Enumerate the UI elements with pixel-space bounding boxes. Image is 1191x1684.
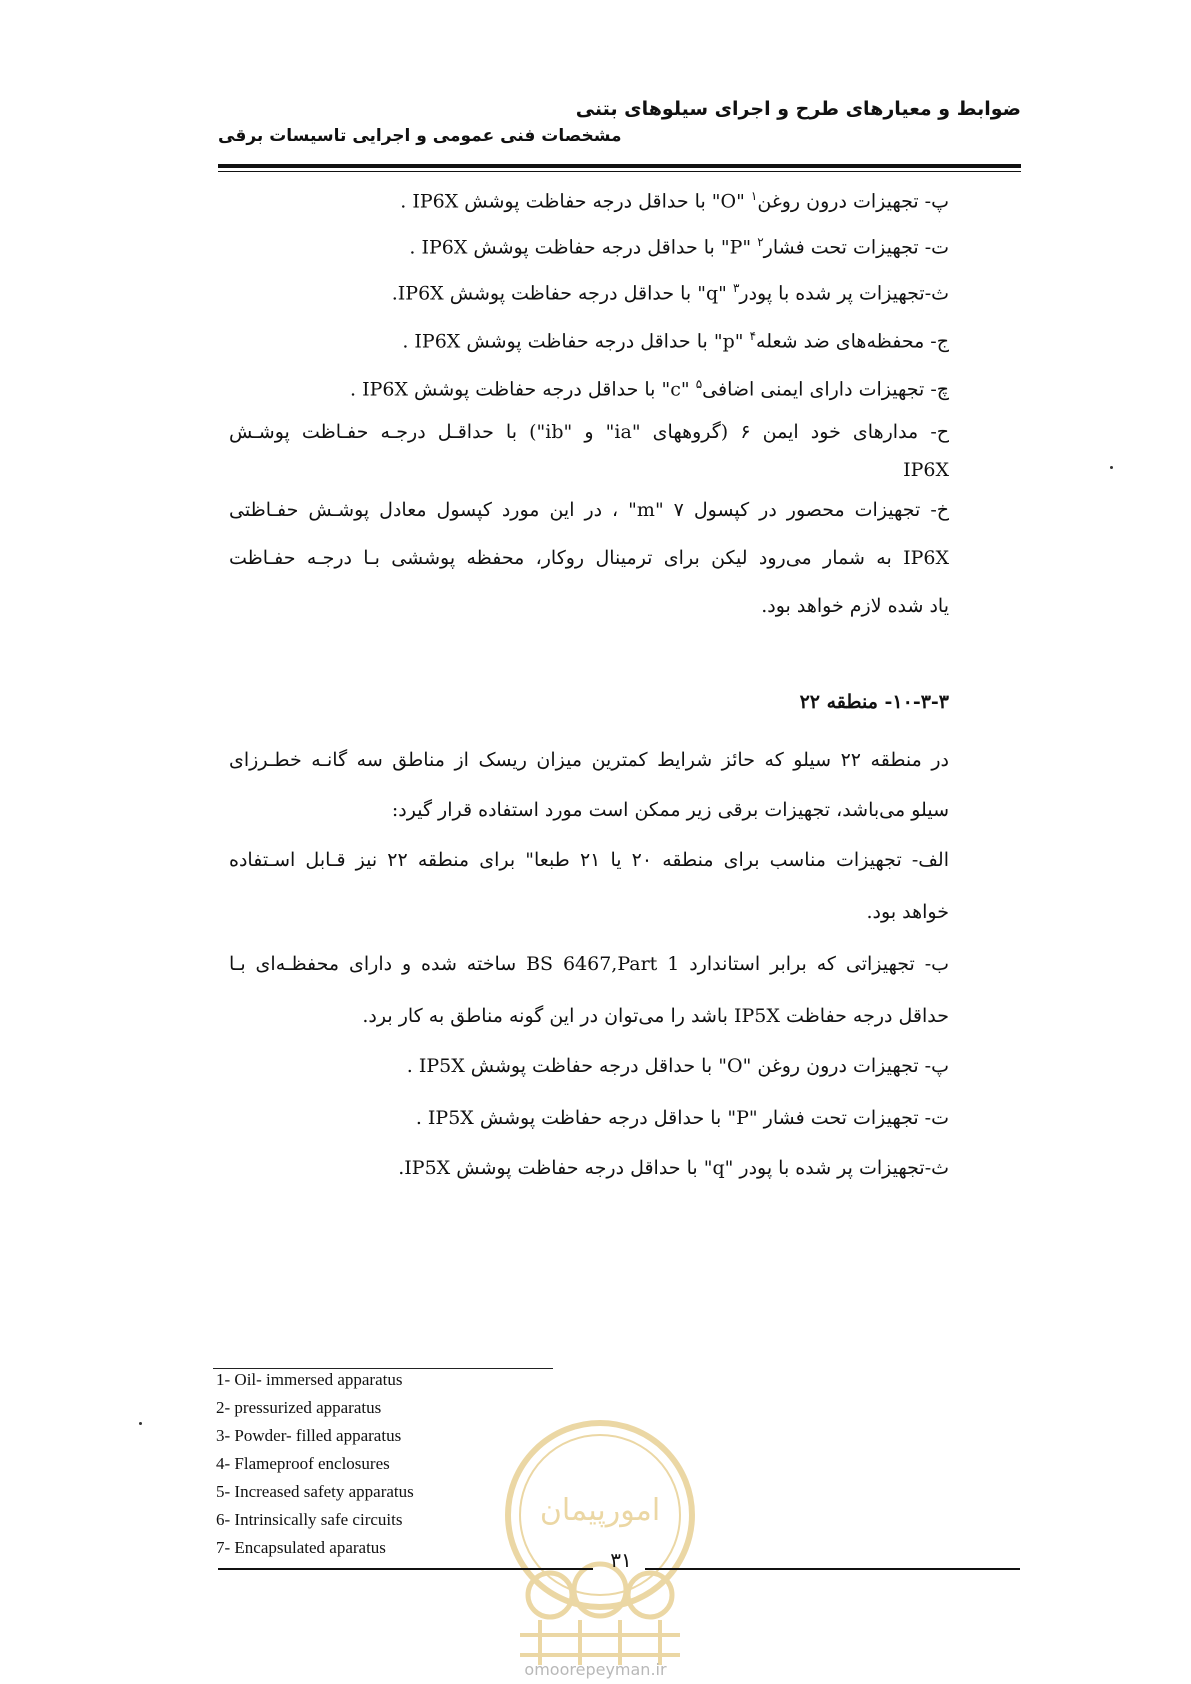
chapter-subtitle: مشخصات فنی عمومی و اجرایی تاسیسات برقی [218,126,622,146]
section-heading: ۱۰-۳-۳- منطقه ۲۲ [799,691,949,713]
footnote-4: 4- Flameproof enclosures [216,1454,390,1473]
watermark-logo-text: امورپیمان [539,1493,661,1528]
scan-speck [1110,466,1113,469]
header-rule-thick [218,164,1021,168]
watermark-url: omoorepeyman.ir [524,1660,667,1679]
item-be-line2: حداقل درجه حفاظت IP5X باشد را می‌توان در این گونه مناطق به کار برد. [362,1005,949,1027]
item-he-line2: IP6X [903,459,949,481]
item-pe-ip6x: پ- تجهیزات درون روغن$^۱$ "O" با حداقل درجه حفاظت پوشش IP6X . [400,189,949,213]
footnote-rule [213,1368,553,1369]
scan-speck [139,1422,142,1425]
item-be-line1: ب- تجهیزاتی که برابر استاندارد BS 6467,Part 1 ساخته شده و دارای محفظـه‌ای بـا [229,953,950,975]
item-te-ip5x: ت- تجهیزات تحت فشار "P" با حداقل درجه حفاظت پوشش IP5X . [415,1107,949,1129]
item-te-ip6x: ت- تجهیزات تحت فشار$^۲$ "P" با حداقل درجه حفاظت پوشش IP6X . [409,235,949,259]
page-number-rule-right [645,1568,1020,1570]
item-alef-line1: الف- تجهیزات مناسب برای منطقه ۲۰ یا ۲۱ طبعا" برای منطقه ۲۲ نیز قـابل اسـتفاده [229,849,950,871]
item-pe-ip5x: پ- تجهیزات درون روغن "O" با حداقل درجه حفاظت پوشش IP5X . [406,1055,949,1077]
item-he-line1: ح- مدارهای خود ایمن ۶ (گروههای "ia" و "ib") با حداقـل درجـه حفـاظت پوشـش [229,421,950,443]
zone22-paragraph-line1: در منطقه ۲۲ سیلو که حائز شرایط کمترین میزان ریسک از مناطق سه گانـه خطـرزای [229,749,949,771]
document-title: ضوابط و معیارهای طرح و اجرای سیلوهای بتنی [575,98,1021,120]
item-alef-line2: خواهد بود. [866,901,949,923]
footnote-5: 5- Increased safety apparatus [216,1482,414,1501]
item-se-ip5x: ث-تجهیزات پر شده با پودر "q" با حداقل درجه حفاظت پوشش IP5X. [398,1157,949,1179]
item-che-ip6x: چ- تجهیزات دارای ایمنی اضافی$^۵$ "c" با حداقل درجه حفاظت پوشش IP6X . [349,377,949,401]
footnote-2: 2- pressurized apparatus [216,1398,382,1417]
item-khe-line3: یاد شده لازم خواهد بود. [761,595,949,617]
item-khe-line2: IP6X به شمار می‌رود لیکن برای ترمینال روکار، محفظه پوششی بـا درجـه حفـاظت [229,547,949,569]
zone22-paragraph-line2: سیلو می‌باشد، تجهیزات برقی زیر ممکن است مورد استفاده قرار گیرد: [391,799,949,821]
item-jim-ip6x: ج- محفظه‌های ضد شعله$^۴$ "p" با حداقل درجه حفاظت پوشش IP6X . [402,329,949,353]
item-khe-line1: خ- تجهیزات محصور در کپسول ۷ "m" ، در این مورد کپسول معادل پوشـش حفـاظتی [229,499,949,521]
footnote-7: 7- Encapsulated aparatus [216,1538,386,1557]
page-number-rule-left [218,1568,593,1570]
footnote-6: 6- Intrinsically safe circuits [216,1510,403,1529]
watermark-logo [480,1410,720,1670]
footnote-1: 1- Oil- immersed apparatus [216,1370,403,1389]
header-rule-thin [218,171,1021,172]
item-se-ip6x: ث-تجهیزات پر شده با پودر$^۳$ "q" با حداقل درجه حفاظت پوشش IP6X. [391,281,949,305]
page-number: ۳۱ [610,1548,632,1572]
footnote-3: 3- Powder- filled apparatus [216,1426,402,1445]
